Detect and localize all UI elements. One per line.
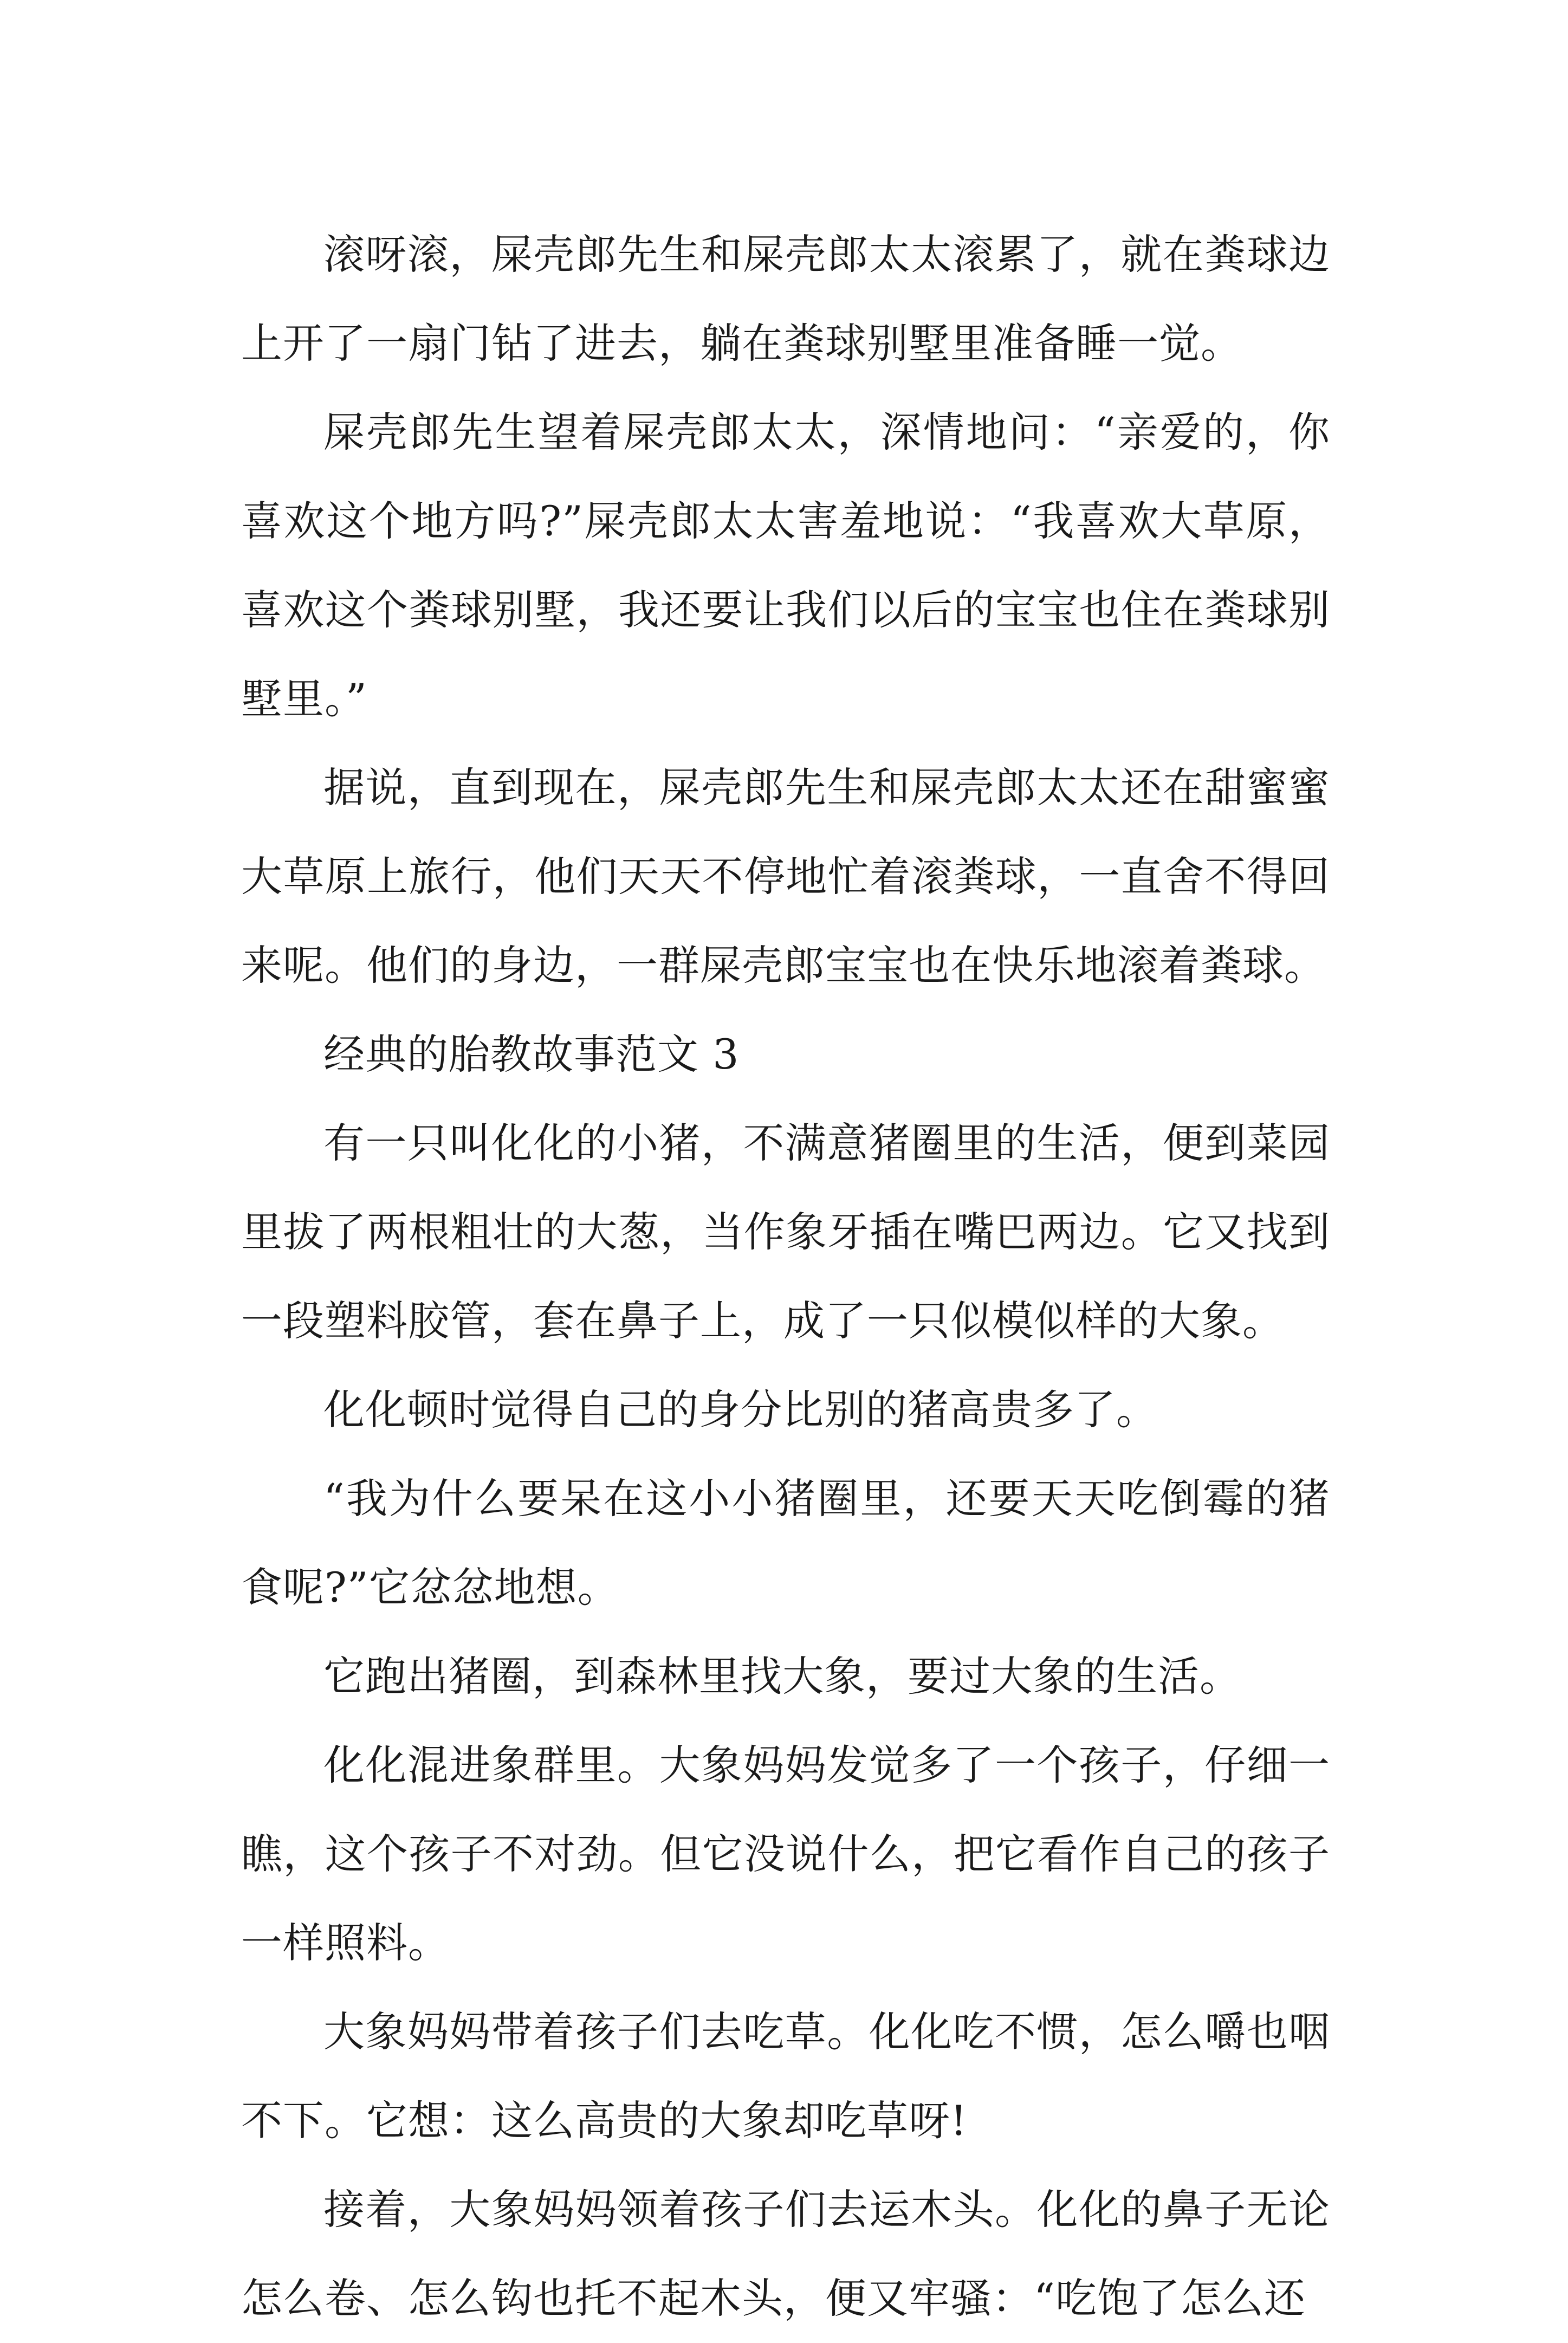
section-title: 经典的胎教故事范文 3 [323, 1030, 740, 1078]
paragraph: 接着，大象妈妈领着孩子们去运木头。化化的鼻子无论怎么卷、怎么钩也托不起木头，便又牢骚：“吃饱了怎么还 [241, 2185, 1330, 2322]
paragraph: 有一只叫化化的小猪，不满意猪圈里的生活，便到菜园里拔了两根粗壮的大葱，当作象牙插在嘴巴两边。它又找到一段塑料胶管，套在鼻子上，成了一只似模似样的大象。 [241, 1119, 1330, 1345]
paragraph: 化化混进象群里。大象妈妈发觉多了一个孩子，仔细一瞧，这个孩子不对劲。但它没说什么，把它看作自己的孩子一样照料。 [241, 1741, 1330, 1967]
paragraph: 它跑出猪圈，到森林里找大象，要过大象的生活。 [323, 1652, 1241, 1700]
paragraph: 屎壳郎先生望着屎壳郎太太，深情地问：“亲爱的，你喜欢这个地方吗?”屎壳郎太太害羞地说：“我喜欢大草原，喜欢这个粪球别墅，我还要让我们以后的宝宝也住在粪球别墅里。” [241, 408, 1330, 723]
paragraph: 大象妈妈带着孩子们去吃草。化化吃不惯，怎么嚼也咽不下。它想：这么高贵的大象却吃草呀! [241, 2008, 1330, 2145]
paragraph: 化化顿时觉得自己的身分比别的猪高贵多了。 [323, 1386, 1158, 1434]
paragraph: 滚呀滚，屎壳郎先生和屎壳郎太太滚累了，就在粪球边上开了一扇门钻了进去，躺在粪球别墅里准备睡一觉。 [241, 230, 1330, 367]
paragraph: 据说，直到现在，屎壳郎先生和屎壳郎太太还在甜蜜蜜大草原上旅行，他们天天不停地忙着滚粪球，一直舍不得回来呢。他们的身边，一群屎壳郎宝宝也在快乐地滚着粪球。 [241, 763, 1330, 989]
paragraph: “我为什么要呆在这小小猪圈里，还要天天吃倒霉的猪食呢?”它忿忿地想。 [241, 1474, 1330, 1611]
document-body [241, 210, 1330, 2343]
